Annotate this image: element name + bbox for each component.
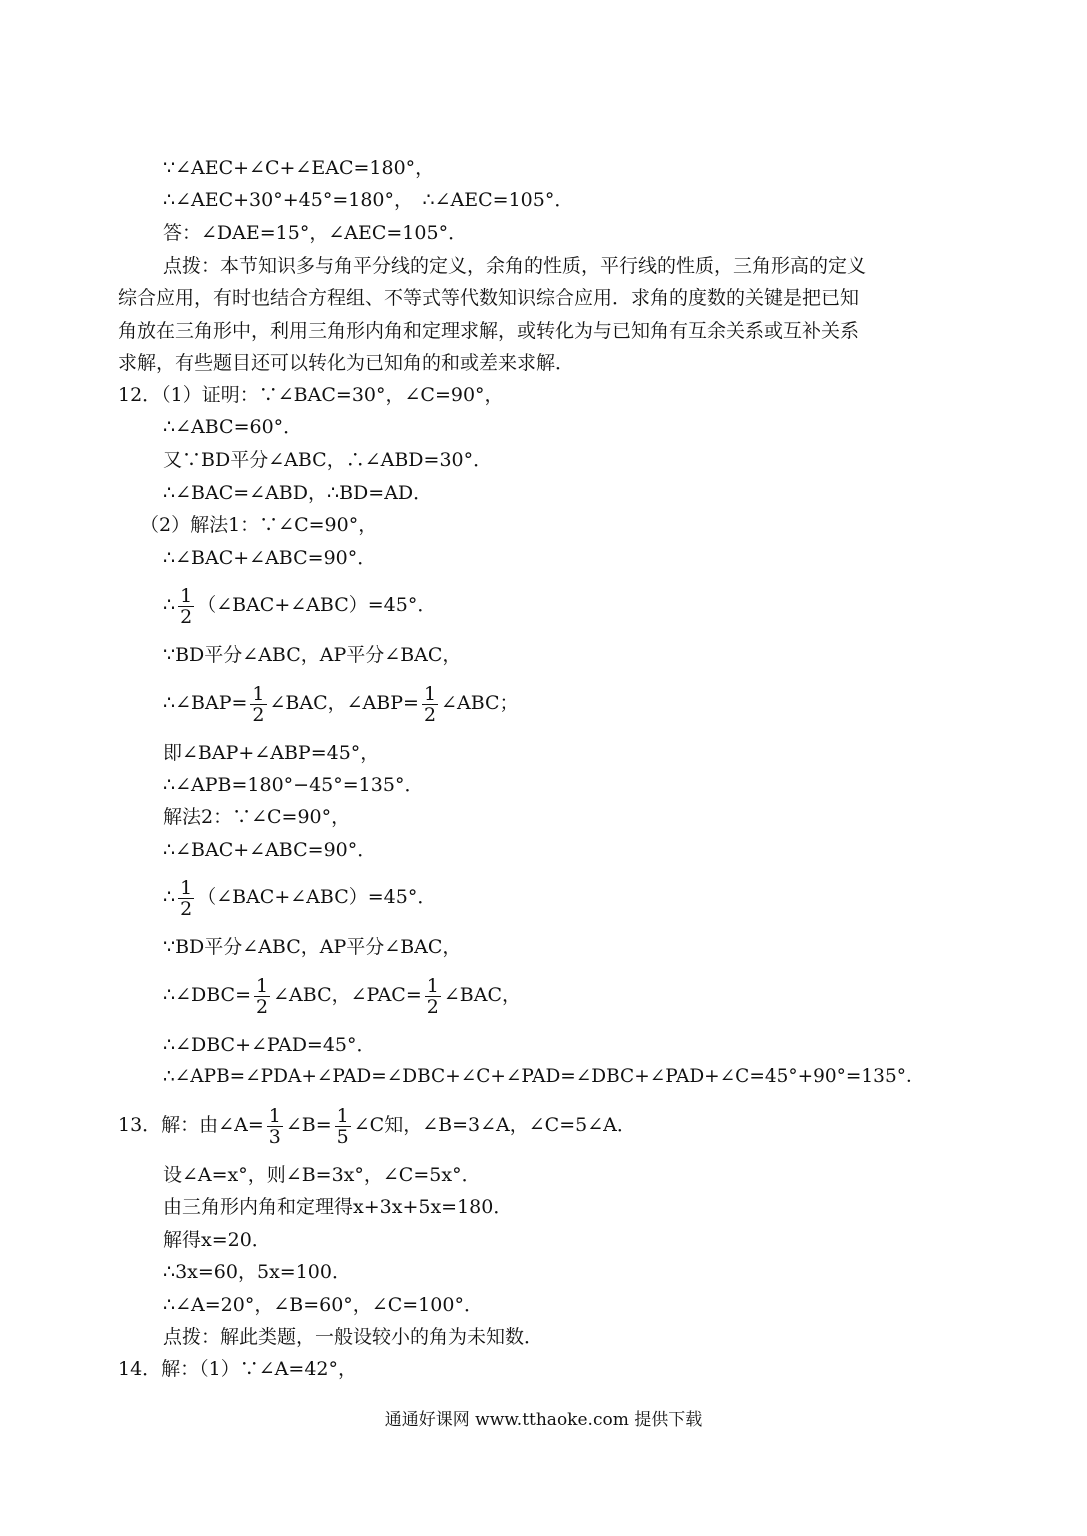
- text-line: ∴∠BAC+∠ABC=90°．: [163, 839, 377, 861]
- fraction-half: [250, 684, 266, 725]
- text-segment: ∠B=: [285, 1114, 332, 1136]
- text-line: ∵∠AEC+∠C+∠EAC=180°，: [163, 157, 435, 179]
- text-line: 综合应用，有时也结合方程组、不等式等代数知识综合应用．求角的度数的关键是把已知: [118, 287, 860, 309]
- denominator: 2: [256, 995, 269, 1018]
- text-segment: ∴: [163, 886, 176, 908]
- text-line: ∴∠A=20°，∠B=60°，∠C=100°．: [163, 1294, 483, 1316]
- fraction-half: [254, 976, 270, 1017]
- text-line: 求解，有些题目还可以转化为已知角的和或差来求解．: [118, 352, 575, 374]
- denominator: 2: [423, 703, 437, 726]
- text-segment: ∠BAC，∠ABP=: [269, 692, 419, 714]
- numerator: 1: [180, 876, 193, 899]
- text-line: 12．（1）证明：∵∠BAC=30°，∠C=90°，: [118, 384, 504, 406]
- text-line: ∴∠AEC+30°+45°=180°， ∴∠AEC=105°．: [163, 189, 574, 211]
- fraction-line: [163, 973, 521, 1017]
- numerator: 1: [336, 1104, 349, 1127]
- text-line: 角放在三角形中，利用三角形内角和定理求解，或转化为与已知角有互余关系或互补关系: [118, 320, 860, 342]
- text-segment: ∠ABC，∠PAC=: [273, 984, 422, 1006]
- denominator: 2: [180, 605, 193, 628]
- text-line: 14．解：（1）∵∠A=42°，: [118, 1358, 358, 1380]
- text-segment: ∴∠BAP=: [163, 692, 248, 714]
- text-line: 即∠BAP+∠ABP=45°，: [163, 742, 380, 764]
- text-segment: ∴∠DBC=: [163, 984, 252, 1006]
- fraction-third: [267, 1106, 283, 1147]
- fraction-line: [118, 1103, 636, 1147]
- text-line: 由三角形内角和定理得x+3x+5x=180．: [163, 1196, 513, 1218]
- numerator: 1: [180, 584, 193, 607]
- text-line: 点拨：解此类题，一般设较小的角为未知数．: [163, 1326, 544, 1348]
- denominator: 2: [252, 703, 265, 726]
- fraction-half: [425, 976, 441, 1017]
- text-segment: ∠ABC；: [441, 692, 519, 714]
- denominator: 5: [336, 1125, 349, 1148]
- numerator: 1: [268, 1104, 281, 1127]
- text-line: 又∵BD平分∠ABC，∴∠ABD=30°．: [163, 449, 493, 471]
- text-line: ∴∠APB=180°−45°=135°．: [163, 774, 424, 796]
- text-line: ∴∠BAC=∠ABD，∴BD=AD．: [163, 482, 433, 504]
- text-line: ∴∠DBC+∠PAD=45°．: [163, 1034, 376, 1056]
- text-line: 设∠A=x°，则∠B=3x°，∠C=5x°．: [163, 1164, 481, 1186]
- text-segment: ∠BAC，: [443, 984, 521, 1006]
- page-footer: 通通好课网 www.tthaoke.com 提供下载: [384, 1410, 703, 1430]
- text-segment: （∠BAC+∠ABC）=45°．: [197, 594, 437, 616]
- fraction-line: [163, 583, 436, 627]
- fraction-line: [163, 681, 519, 725]
- text-line: ∴3x=60，5x=100．: [163, 1261, 351, 1283]
- fraction-half: [422, 684, 438, 725]
- fraction-half: [178, 586, 194, 627]
- text-line: ∴∠APB=∠PDA+∠PAD=∠DBC+∠C+∠PAD=∠DBC+∠PAD+∠C=45°+90°=135°．: [163, 1066, 925, 1087]
- denominator: 2: [180, 897, 193, 920]
- text-segment: ∴: [163, 594, 176, 616]
- numerator: 1: [426, 974, 439, 997]
- text-line: 解得x=20．: [163, 1229, 271, 1251]
- denominator: 2: [426, 995, 439, 1018]
- text-segment: 13．解：由∠A=: [118, 1114, 264, 1136]
- text-line: ∵BD平分∠ABC，AP平分∠BAC，: [163, 936, 462, 958]
- text-segment: （∠BAC+∠ABC）=45°．: [197, 886, 437, 908]
- numerator: 1: [256, 974, 269, 997]
- text-line: ∴∠ABC=60°．: [163, 416, 303, 438]
- numerator: 1: [423, 682, 437, 705]
- text-line: ∵BD平分∠ABC，AP平分∠BAC，: [163, 644, 462, 666]
- text-segment: ∠C知，∠B=3∠A，∠C=5∠A．: [353, 1114, 636, 1136]
- text-line: 解法2：∵∠C=90°，: [163, 806, 351, 828]
- numerator: 1: [252, 682, 265, 705]
- fraction-line: [163, 875, 436, 919]
- fraction-fifth: [335, 1106, 351, 1147]
- text-line: 点拨：本节知识多与角平分线的定义，余角的性质，平行线的性质，三角形高的定义: [163, 255, 867, 277]
- fraction-half: [178, 878, 194, 919]
- denominator: 3: [268, 1125, 281, 1148]
- text-line: （2）解法1：∵∠C=90°，: [140, 514, 378, 536]
- text-line: 答：∠DAE=15°，∠AEC=105°．: [163, 222, 468, 244]
- text-line: ∴∠BAC+∠ABC=90°．: [163, 547, 377, 569]
